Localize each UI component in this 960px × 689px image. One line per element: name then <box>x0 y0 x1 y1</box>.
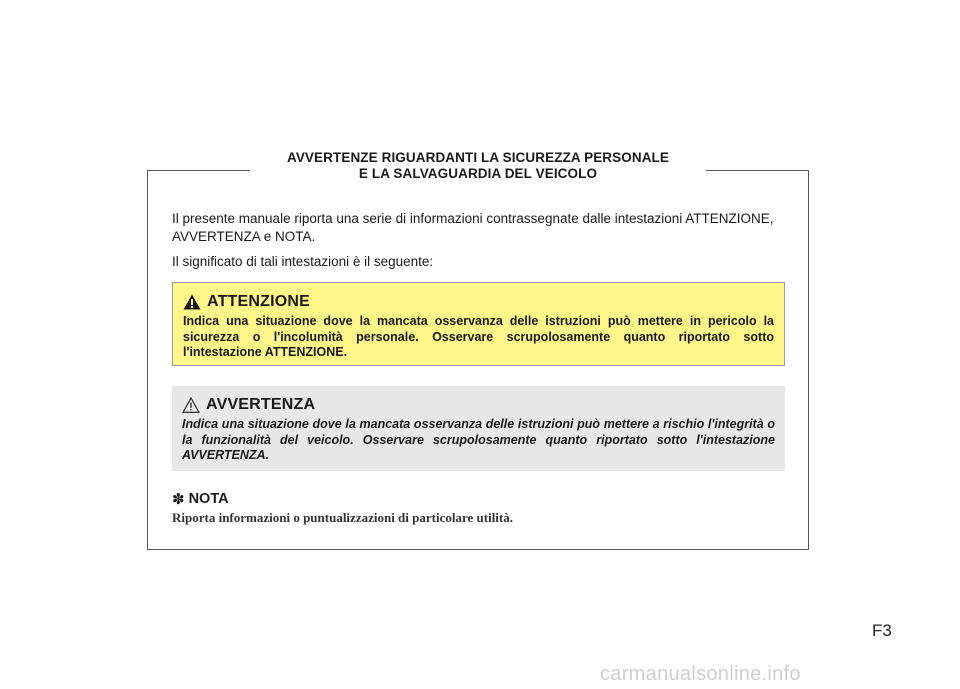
warning-filled-icon <box>183 294 201 310</box>
avvertenza-text: Indica una situazione dove la mancata osservanza delle istruzioni può mettere a rischio l'integrità o la funzionalità del veicolo. Osservare scrupolosamente quanto riportato sotto l'intestazione AVVERTENZA. <box>182 417 775 462</box>
section-title <box>250 150 706 182</box>
nota-block <box>172 490 513 526</box>
intro-text <box>172 210 787 271</box>
intro-paragraph-1: Il presente manuale riporta una serie di informazioni contrassegnate dalle intestazioni ATTENZIONE, AVVERTENZA e NOTA. <box>172 211 774 244</box>
star-icon: ✽ <box>172 490 185 508</box>
attenzione-label: ATTENZIONE <box>207 293 311 310</box>
nota-header <box>172 490 513 508</box>
section-title-line1: AVVERTENZE RIGUARDANTI LA SICUREZZA PERSONALE <box>286 150 669 165</box>
nota-text: Riporta informazioni o puntualizzazioni di particolare utilità. <box>172 510 514 525</box>
attenzione-header <box>183 291 774 313</box>
warning-outline-icon <box>182 397 200 413</box>
avvertenza-label: AVVERTENZA <box>206 396 316 413</box>
avvertenza-box <box>172 386 785 471</box>
page-number: F3 <box>872 621 892 640</box>
watermark: carmanualsonline.info <box>600 663 801 685</box>
intro-paragraph-2: Il significato di tali intestazioni è il seguente: <box>172 254 434 269</box>
nota-label: NOTA <box>188 491 229 507</box>
avvertenza-header <box>182 394 775 416</box>
attenzione-box <box>172 282 785 366</box>
attenzione-text: Indica una situazione dove la mancata osservanza delle istruzioni può mettere in pericolo la sicurezza o l'incolumità personale. Osservare scrupolosamente quanto riportato sotto l'intestazione ATTENZIONE. <box>183 314 774 359</box>
section-title-line2: E LA SALVAGUARDIA DEL VEICOLO <box>358 166 598 181</box>
